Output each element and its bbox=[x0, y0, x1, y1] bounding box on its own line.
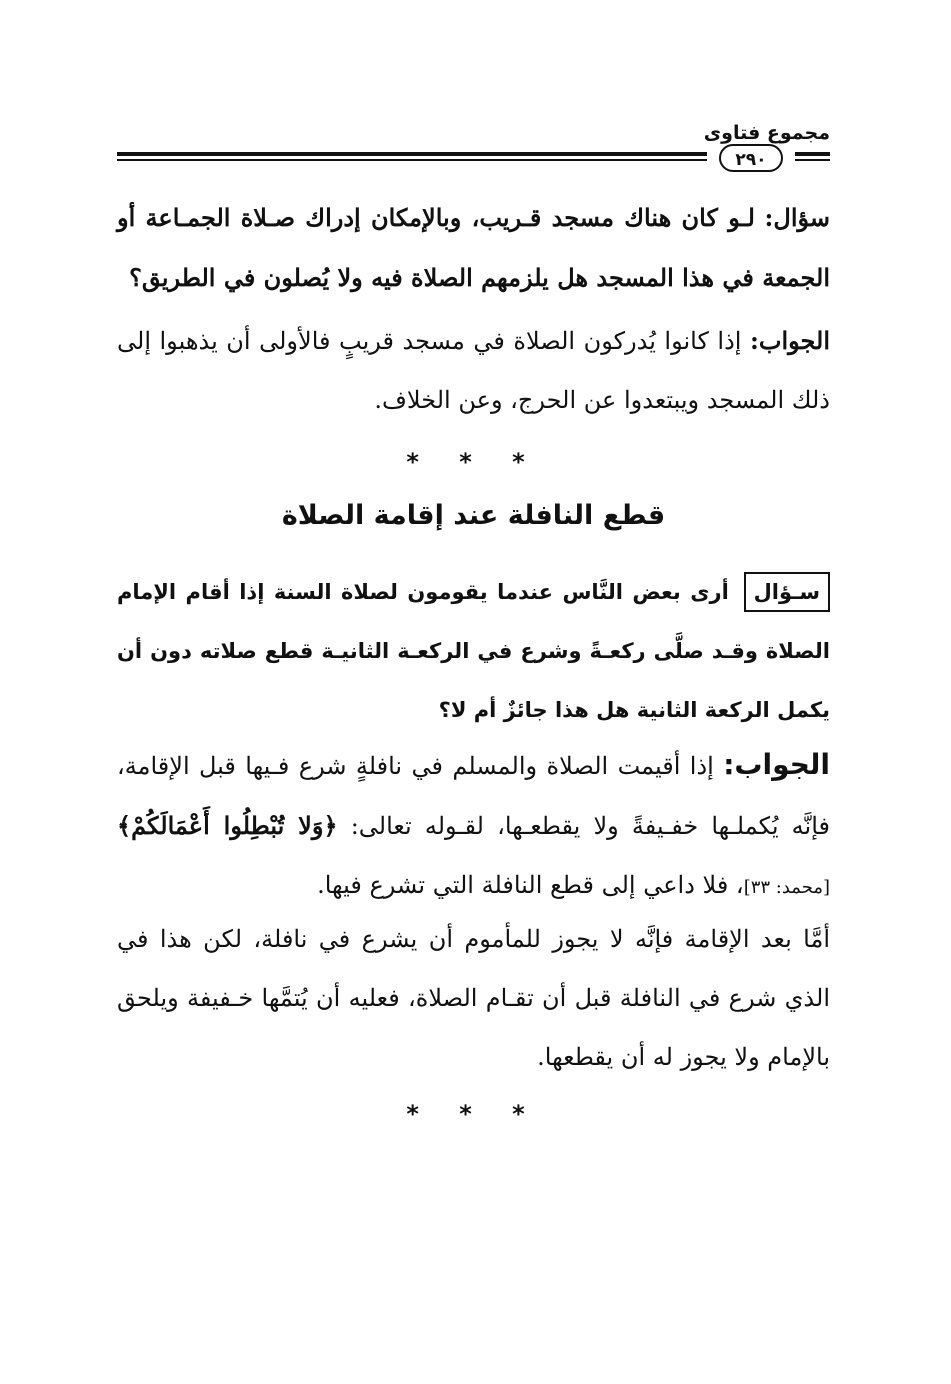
answer-2-label: الجواب: bbox=[723, 748, 830, 781]
section-heading: قطع النافلة عند إقامة الصلاة bbox=[281, 500, 666, 531]
question-1 bbox=[117, 188, 830, 308]
quran-citation: [محمد: ٣٣] bbox=[743, 877, 830, 898]
separator-stars-2: * * * bbox=[406, 1100, 541, 1128]
answer-2-text-after: ، فلا داعي إلى قطع النافلة التي تشرع فيها. bbox=[317, 871, 744, 899]
book-title: مجموع فتاوى bbox=[703, 122, 830, 144]
answer-1-text: إذا كانوا يُدركون الصلاة في مسجد قريبٍ فالأولى أن يذهبوا إلى ذلك المسجد ويبتعدوا عن الحرج، وعن الخلاف. bbox=[117, 327, 830, 414]
quran-quote: ﴿وَلا تُبْطِلُوا أَعْمَالَكُمْ﴾ bbox=[117, 811, 338, 840]
question-1-text: لـو كان هناك مسجد قـريب، وبالإمكان إدراك صـلاة الجمـاعة أو الجمعة في هذا المسجد هل يلزمهم الصلاة فيه ولا يُصلون في الطريق؟ bbox=[117, 203, 830, 292]
book-page bbox=[117, 0, 830, 1384]
answer-1-label: الجواب: bbox=[750, 326, 830, 355]
answer-1 bbox=[117, 311, 830, 430]
answer-2 bbox=[117, 735, 830, 917]
question-2 bbox=[117, 563, 830, 740]
separator-stars-1: * * * bbox=[406, 448, 541, 476]
paragraph-3-text: أمَّا بعد الإقامة فإنَّه لا يجوز للمأموم أن يشرع في نافلة، لكن هذا في الذي شرع في النافلة قبل أن تقـام الصلاة، فعليه أن يُتمَّها خـفيفة ويلحق بالإمام ولا يجوز له أن يقطعها. bbox=[117, 925, 830, 1071]
question-2-text: أرى بعض النَّاس عندما يقومون لصلاة السنة إذا أقام الإمام الصلاة وقـد صلَّى ركعـةً وشرع في الركعـة الثانيـة قطع صلاته دون أن يكمل الركعة الثانية هل هذا جائزٌ أم لا؟ bbox=[117, 580, 830, 722]
question-1-label: سؤال: bbox=[764, 203, 830, 232]
question-2-label-box: سـؤال bbox=[744, 572, 830, 612]
page-number: ٢٩٠ bbox=[719, 144, 783, 172]
page-header bbox=[117, 118, 830, 168]
paragraph-3 bbox=[117, 910, 830, 1087]
answer-2-text: إذا أقيمت الصلاة والمسلم في نافلةٍ شرع فـيها قبل الإقامة، فإنَّه يُكملـها خفـيفةً ولا يقطعـها، لقـوله تعالى: bbox=[117, 752, 830, 840]
